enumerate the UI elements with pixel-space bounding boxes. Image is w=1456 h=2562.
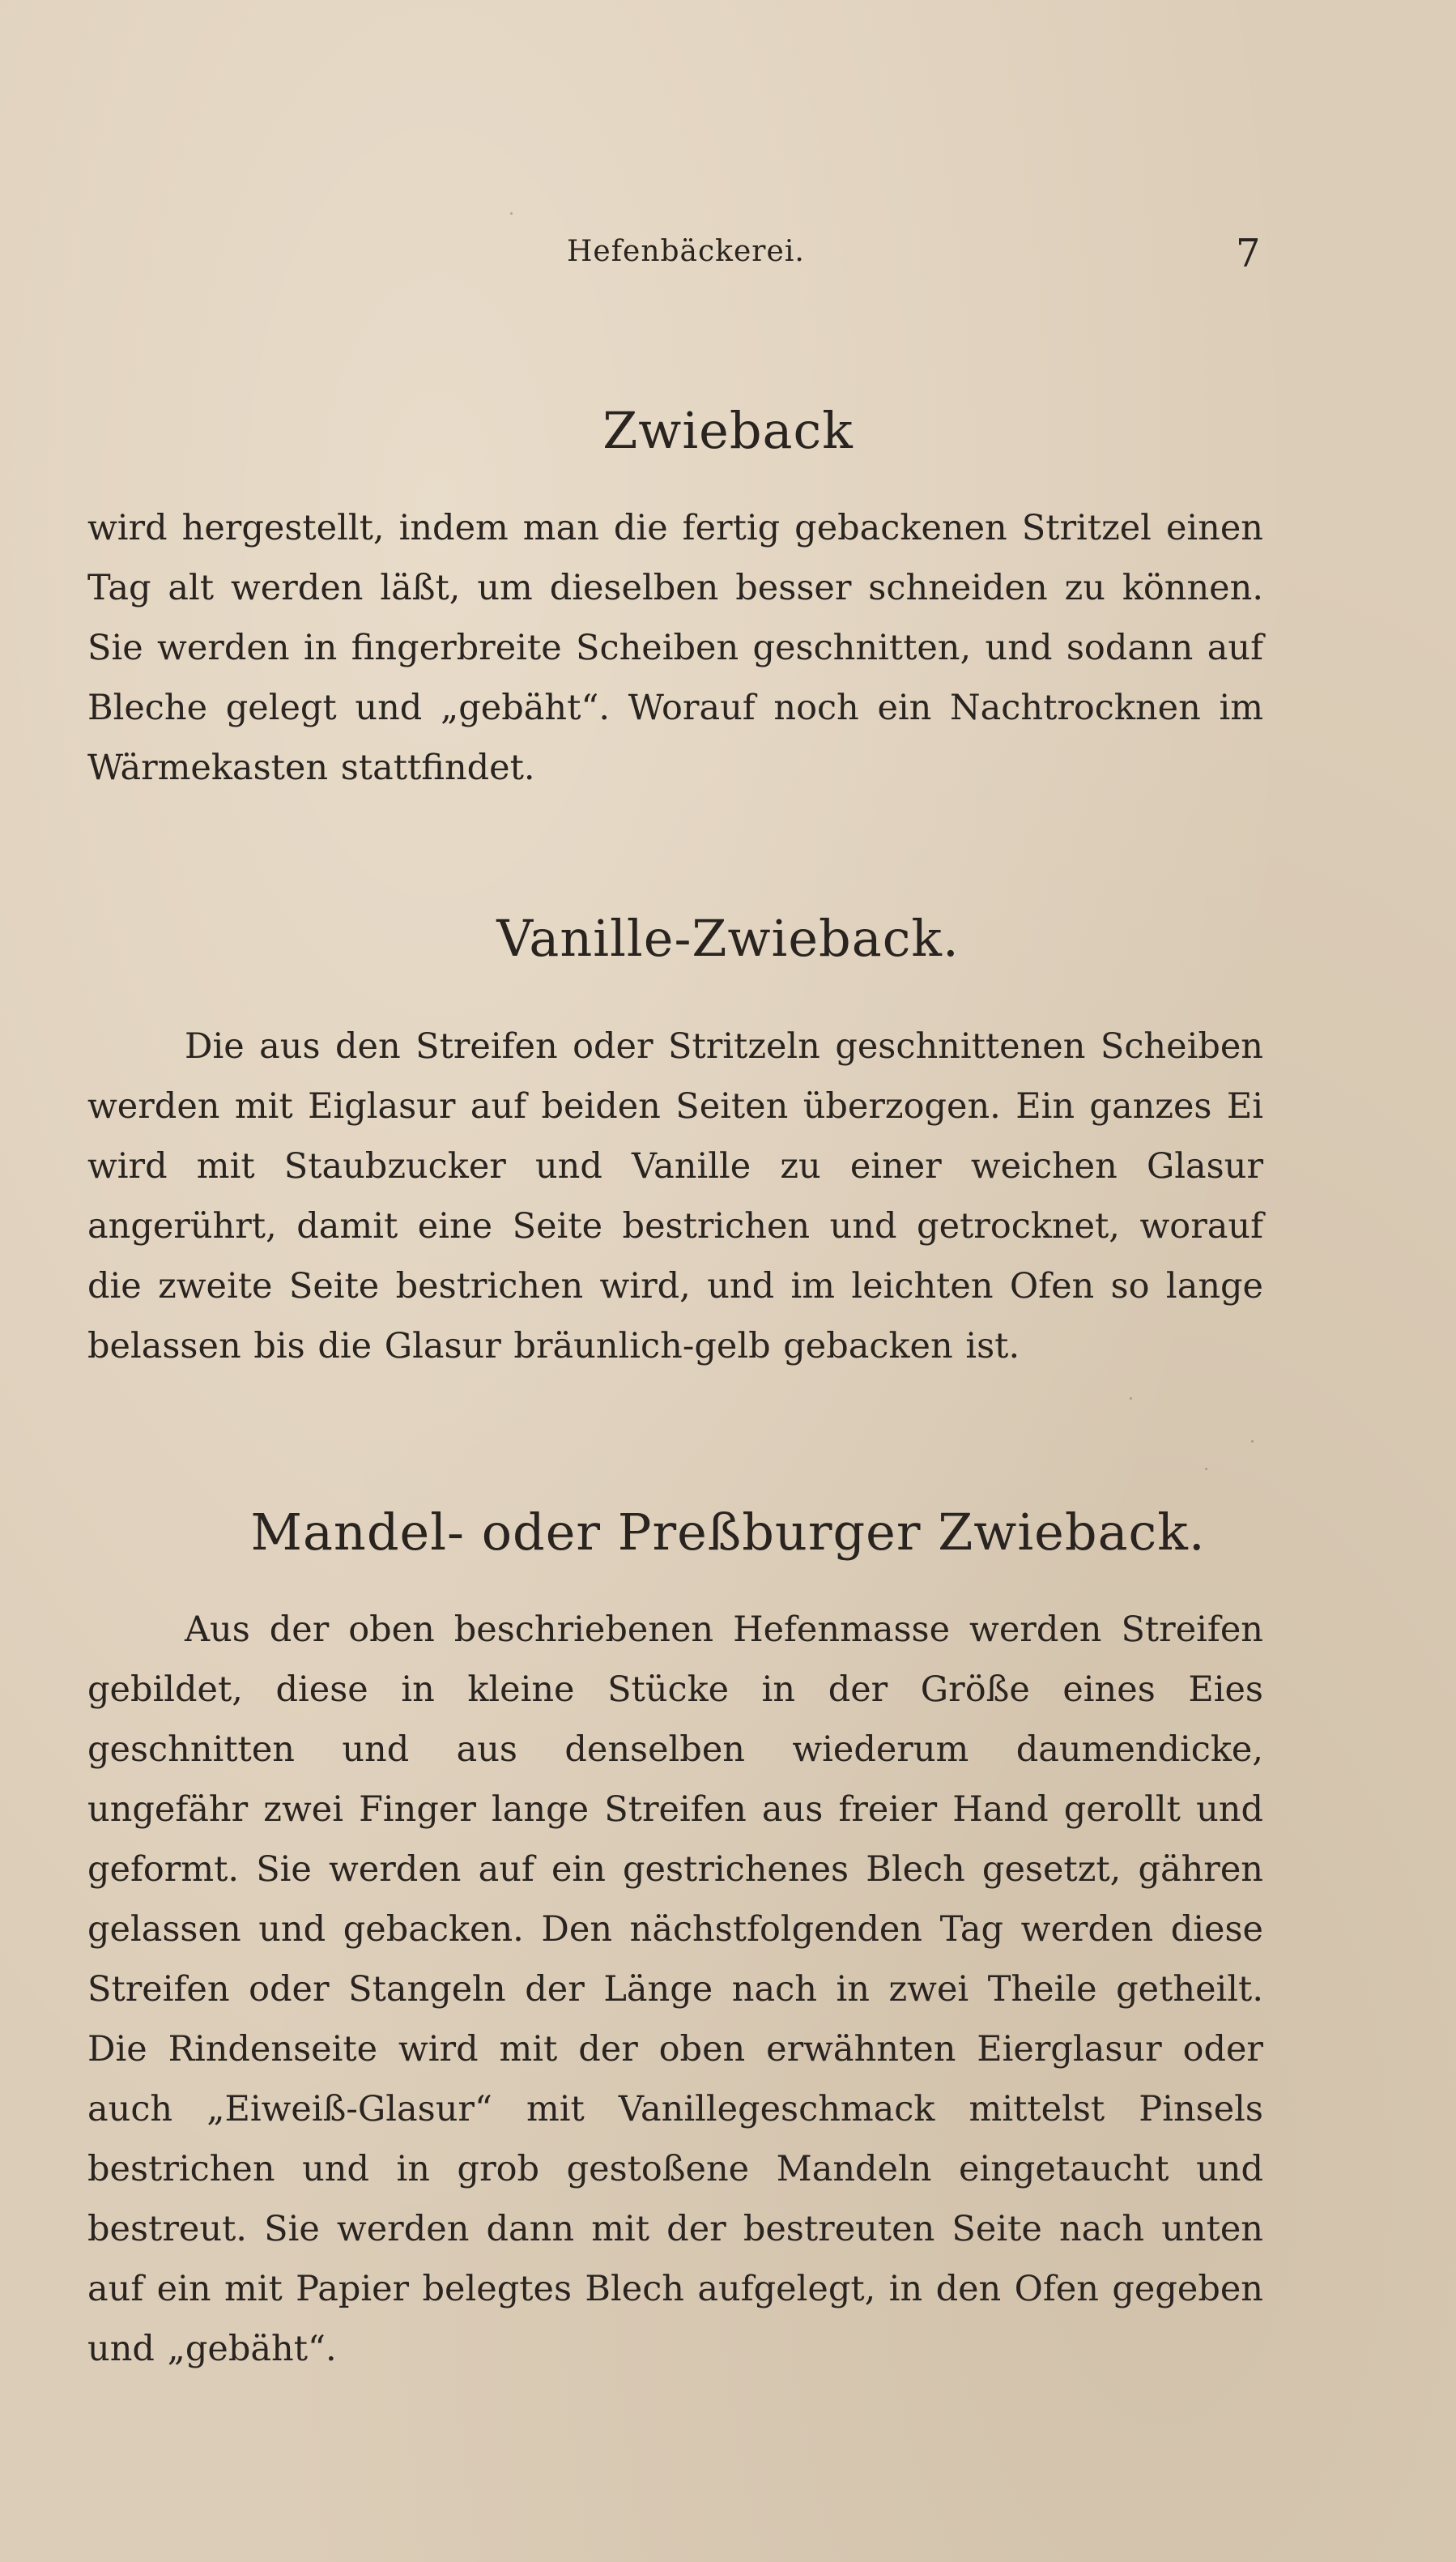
running-head: Hefenbäckerei. — [567, 235, 805, 268]
paper-speck — [1130, 1397, 1132, 1400]
section-body-vanille-zwieback: Die aus den Streifen oder Stritzeln geschnittenen Scheiben werden mit Eiglasur auf beiden Seiten überzogen. Ein ganzes Ei wird mit Staubzucker und Vanille zu einer weichen Glasur angerührt, damit eine Seite bestrichen und getrocknet, worauf die zweite Seite bestrichen wird, und im leichten Ofen so lange belassen bis die Glasur bräunlich-gelb gebacken ist. — [87, 1026, 1263, 1366]
section-title-mandel-zwieback: Mandel- oder Preßburger Zwieback. — [250, 1503, 1206, 1562]
section-body-zwieback: wird hergestellt, indem man die fertig gebackenen Stritzel einen Tag alt werden läßt, um dieselben besser schneiden zu können. Sie werden in fingerbreite Scheiben geschnitten, und sodann auf Bleche gelegt und „gebäht“. Worauf noch ein Nachtrocknen im Wärmekasten stattfindet. — [87, 508, 1263, 788]
section-title-vanille-zwieback: Vanille-Zwieback. — [496, 909, 960, 968]
page-number: 7 — [1236, 231, 1261, 276]
section-title-zwieback: Zwieback — [602, 401, 854, 460]
section-body-mandel-zwieback: Aus der oben beschriebenen Hefenmasse werden Streifen gebildet, diese in kleine Stücke in der Größe eines Eies geschnitten und aus denselben wiederum daumendicke, ungefähr zwei Finger lange Streifen aus freier Hand gerollt und geformt. Sie werden auf ein gestrichenes Blech gesetzt, gähren gelassen und gebacken. Den nächstfolgenden Tag werden diese Streifen oder Stangeln der Länge nach in zwei Theile getheilt. Die Rindenseite wird mit der oben erwähnten Eierglasur oder auch „Eiweiß-Glasur“ mit Vanillegeschmack mittelst Pinsels bestrichen und in grob gestoßene Mandeln eingetaucht und bestreut. Sie werden dann mit der bestreuten Seite nach unten auf ein mit Papier belegtes Blech aufgelegt, in den Ofen gegeben und „gebäht“. — [87, 1609, 1263, 2369]
paper-speck — [1251, 1440, 1254, 1443]
paper-speck — [1205, 1468, 1207, 1470]
paper-speck — [510, 212, 513, 215]
